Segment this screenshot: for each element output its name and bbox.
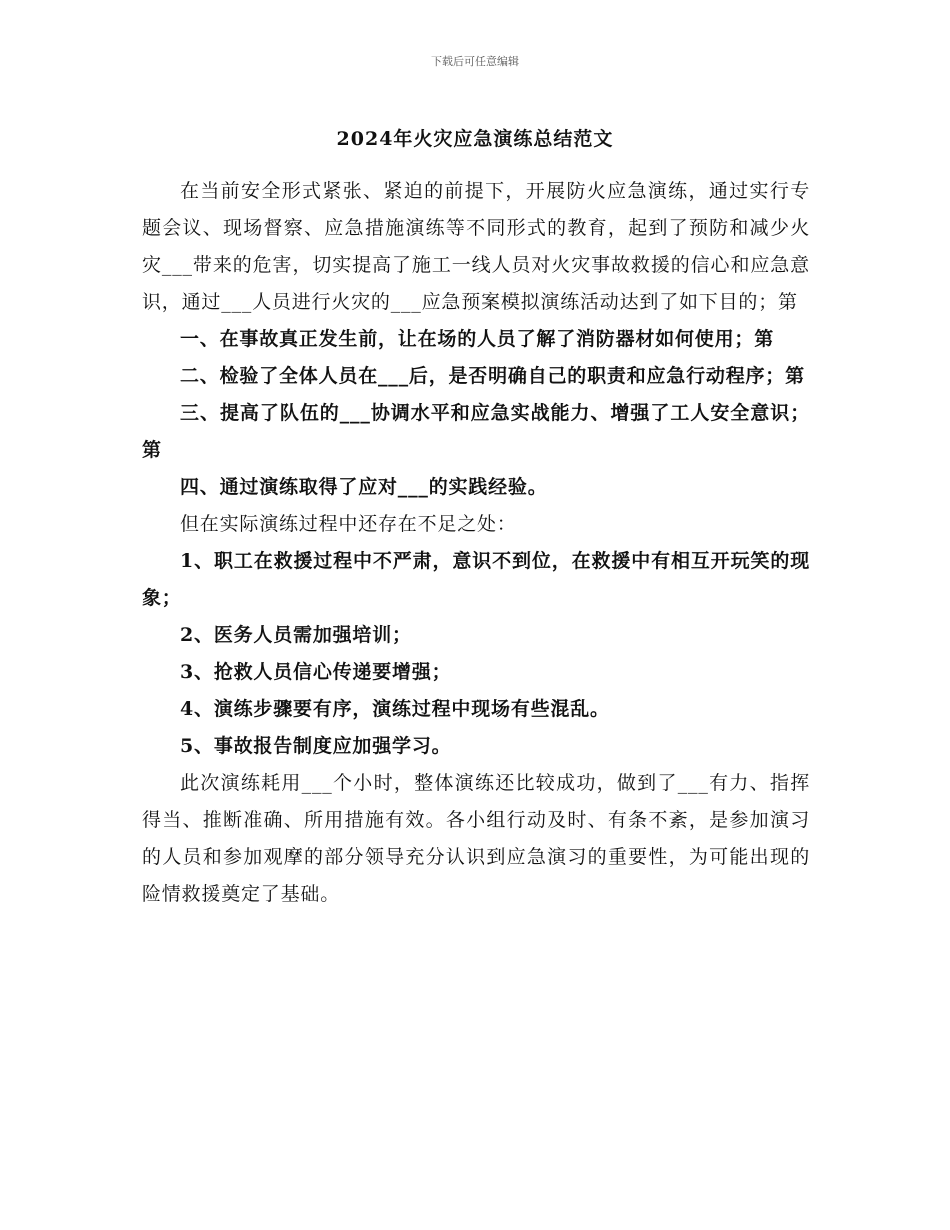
paragraph-goal-1: 一、在事故真正发生前，让在场的人员了解了消防器材如何使用；第	[180, 328, 775, 350]
paragraph-issue-4: 4、演练步骤要有序，演练过程中现场有些混乱。	[180, 698, 610, 720]
page-header-note: 下载后可任意编辑	[431, 55, 519, 68]
paragraph-issue-3: 3、抢救人员信心传递要增强；	[180, 661, 452, 683]
paragraph-issue-2: 2、医务人员需加强培训；	[180, 624, 412, 646]
paragraph-goal-2: 二、检验了全体人员在___后，是否明确自己的职责和应急行动程序；第	[180, 365, 805, 387]
paragraph-issue-5: 5、事故报告制度应加强学习。	[180, 735, 452, 757]
paragraph-goal-4: 四、通过演练取得了应对___的实践经验。	[180, 476, 548, 498]
paragraph-intro: 在当前安全形式紧张、紧迫的前提下，开展防火应急演练，通过实行专题会议、现场督察、应急措施演练等不同形式的教育，起到了预防和减少火灾___带来的危害，切实提高了施工一线人员对火灾事故救援的信心和应急意识，通过___人员进行火灾的___应急预案模拟演练活动达到了如下目的；第	[142, 180, 810, 313]
paragraph-goal-3: 三、提高了队伍的___协调水平和应急实战能力、增强了工人安全意识；第	[142, 402, 810, 461]
paragraph-issue-1: 1、职工在救援过程中不严肃，意识不到位，在救援中有相互开玩笑的现象；	[142, 550, 810, 609]
document-body	[142, 173, 810, 913]
document-title: 2024年火灾应急演练总结范文	[336, 128, 614, 150]
paragraph-shortcomings-intro: 但在实际演练过程中还存在不足之处：	[180, 513, 517, 535]
paragraph-conclusion: 此次演练耗用___个小时，整体演练还比较成功，做到了___有力、指挥得当、推断准确、所用措施有效。各小组行动及时、有条不紊，是参加演习的人员和参加观摩的部分领导充分认识到应急演习的重要性，为可能出现的险情救援奠定了基础。	[142, 772, 810, 905]
